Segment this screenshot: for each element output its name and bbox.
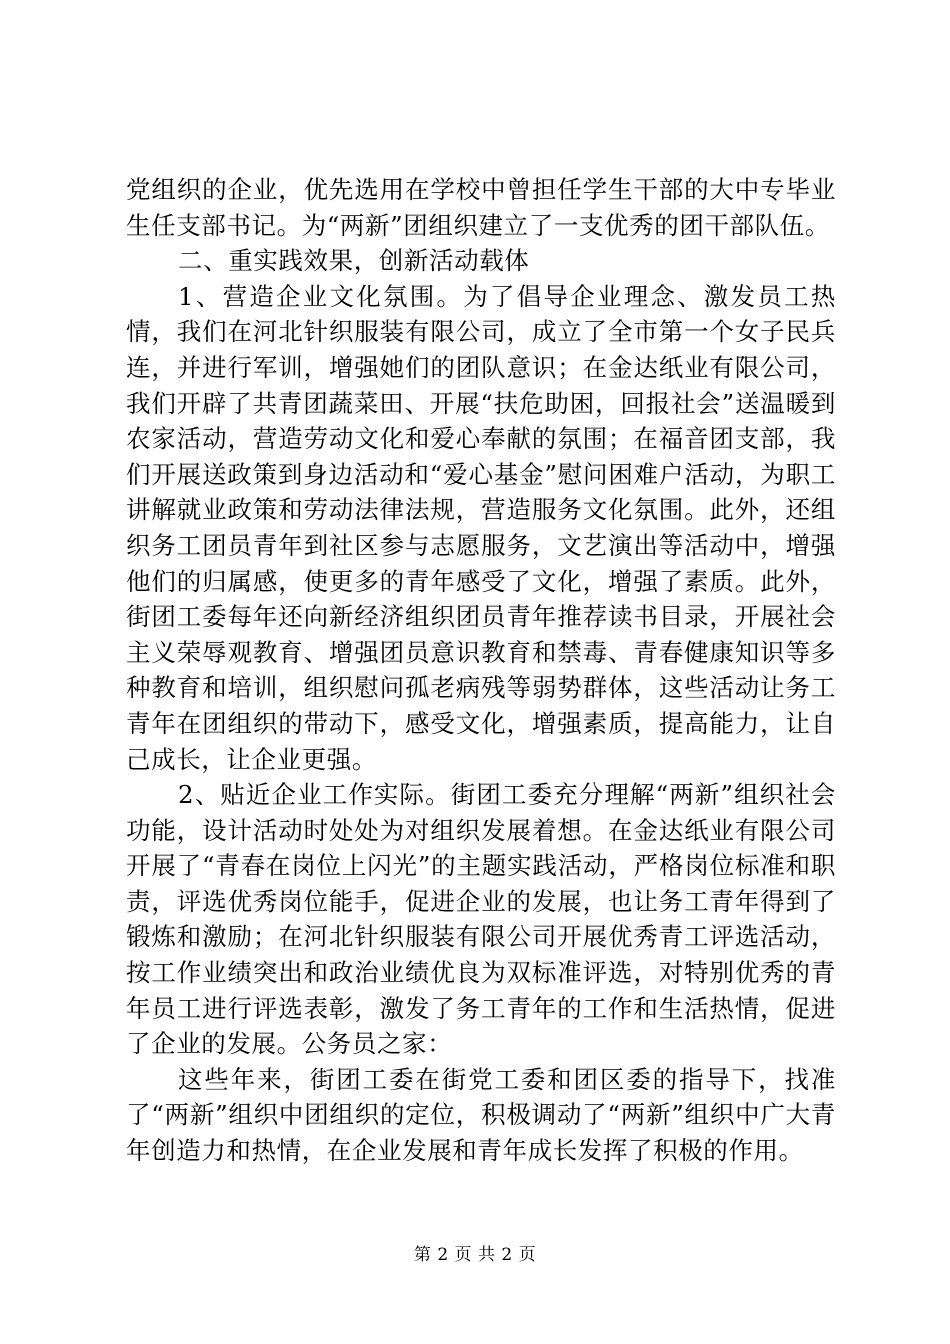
paragraph-conclusion: 这些年来，街团工委在街党工委和团区委的指导下，找准了“两新”组织中团组织的定位，积极调动了“两新”组织中广大青年创造力和热情，在企业发展和青年成长发挥了积极的作用。 — [126, 1064, 836, 1166]
paragraph-culture: 1、营造企业文化氛围。为了倡导企业理念、激发员工热情，我们在河北针织服装有限公司，成立了全市第一个女子民兵连，并进行军训，增强她们的团队意识；在金达纸业有限公司，我们开辟了共青团蔬菜田、开展“扶危助困，回报社会”送温暖到农家活动，营造劳动文化和爱心奉献的氛围；在福音团支部，我们开展送政策到身边活动和“爱心基金”慰问困难户活动，为职工讲解就业政策和劳动法律法规，营造服务文化氛围。此外，还组织务工团员青年到社区参与志愿服务，文艺演出等活动中，增强他们的归属感，使更多的青年感受了文化，增强了素质。此外，街团工委每年还向新经济组织团员青年推荐读书目录，开展社会主义荣辱观教育、增强团员意识教育和禁毒、青春健康知识等多种教育和培训，组织慰问孤老病残等弱势群体，这些活动让务工青年在团组织的带动下，感受文化，增强素质，提高能力，让自己成长，让企业更强。 — [126, 281, 836, 774]
body-text — [126, 172, 836, 1169]
page-footer: 第 2 页 共 2 页 — [413, 1245, 537, 1265]
paragraph-continuation: 党组织的企业，优先选用在学校中曾担任学生干部的大中专毕业生任支部书记。为“两新”团组织建立了一支优秀的团干部队伍。 — [126, 175, 836, 240]
paragraph-work-practice: 2、贴近企业工作实际。街团工委充分理解“两新”组织社会功能，设计活动时处处为对组织发展着想。在金达纸业有限公司开展了“青春在岗位上闪光”的主题实践活动，严格岗位标准和职责，评选优秀岗位能手，促进企业的发展，也让务工青年得到了锻炼和激励；在河北针织服装有限公司开展优秀青工评选活动，按工作业绩突出和政治业绩优良为双标准评选，对特别优秀的青年员工进行评选表彰，激发了务工青年的工作和生活热情，促进了企业的发展。公务员之家： — [126, 780, 836, 1059]
section-heading: 二、重实践效果，创新活动载体 — [178, 246, 530, 276]
